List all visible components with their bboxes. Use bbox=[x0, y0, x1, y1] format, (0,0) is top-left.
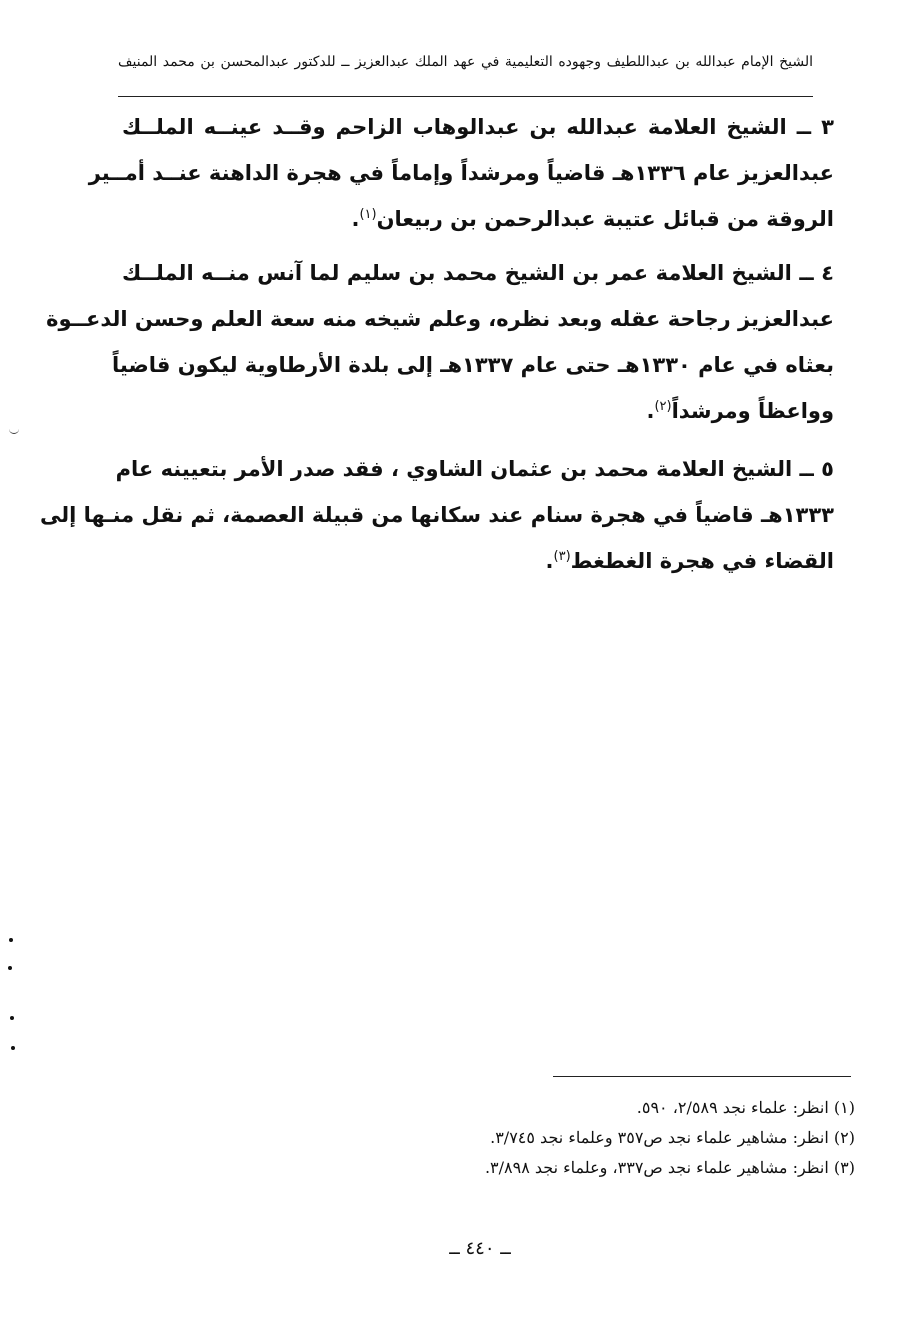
scan-artifact bbox=[8, 966, 12, 970]
paragraph-line-text: وواعظاً ومرشداً bbox=[671, 399, 834, 423]
paragraph-last-line bbox=[122, 196, 834, 242]
paragraph-line: ٥ ــ الشيخ العلامة محمد بن عثمان الشاوي ، فقد صدر الأمر بتعيينه عام bbox=[115, 457, 834, 481]
paragraph-line: ٣ ــ الشيخ العلامة عبدالله بن عبدالوهاب الزاحم وقــد عينــه الملــك bbox=[122, 115, 834, 139]
scan-artifact bbox=[9, 425, 19, 434]
page-number: ــ ٤٤٠ ــ bbox=[449, 1238, 511, 1259]
paragraph-3 bbox=[88, 104, 834, 242]
paragraph-last-line bbox=[122, 388, 834, 434]
paragraph-line-text: الروقة من قبائل عتيبة عبدالرحمن بن ربيعان bbox=[376, 207, 834, 231]
scan-artifact bbox=[10, 1016, 14, 1020]
paragraph-4 bbox=[46, 250, 834, 434]
footnote-3: (٣) انظر: مشاهير علماء نجد ص٣٣٧، وعلماء نجد ٣/٨٩٨. bbox=[484, 1158, 855, 1177]
body-text bbox=[40, 104, 834, 584]
paragraph-line: عبدالعزيز عام ١٣٣٦هـ قاضياً ومرشداً وإماماً في هجرة الداهنة عنــد أمــير bbox=[88, 161, 834, 185]
sentence-end: . bbox=[646, 399, 655, 423]
footnote-reference: (٢) bbox=[654, 399, 672, 414]
scan-artifact bbox=[9, 938, 13, 942]
sentence-end: . bbox=[351, 207, 360, 231]
paragraph-line: ٤ ــ الشيخ العلامة عمر بن الشيخ محمد بن سليم لما آنس منــه الملــك bbox=[122, 261, 834, 285]
header-divider bbox=[118, 96, 813, 97]
paragraph-line: بعثاه في عام ١٣٣٠هـ حتى عام ١٣٣٧هـ إلى بلدة الأرطاوية ليكون قاضياً bbox=[112, 353, 834, 377]
footnote-1: (١) انظر: علماء نجد ٢/٥٨٩، ٥٩٠. bbox=[636, 1098, 855, 1117]
footnote-divider bbox=[553, 1076, 851, 1077]
footnote-reference: (٣) bbox=[553, 549, 571, 564]
footnotes bbox=[330, 1093, 855, 1183]
footnote-reference: (١) bbox=[359, 207, 377, 222]
paragraph-line: عبدالعزيز رجاحة عقله وبعد نظره، وعلم شيخه منه سعة العلم وحسن الدعــوة bbox=[46, 307, 834, 331]
footnote-2: (٢) انظر: مشاهير علماء نجد ص٣٥٧ وعلماء نجد ٣/٧٤٥. bbox=[490, 1128, 855, 1147]
paragraph-last-line bbox=[122, 538, 834, 584]
scan-artifact bbox=[11, 1046, 15, 1050]
running-header: الشيخ الإمام عبدالله بن عبداللطيف وجهوده التعليمية في عهد الملك عبدالعزيز ــ للدكتور عبدالمحسن بن محمد المنيف bbox=[118, 54, 813, 70]
paragraph-5 bbox=[40, 446, 834, 584]
sentence-end: . bbox=[545, 549, 554, 573]
paragraph-line-text: القضاء في هجرة الغطغط bbox=[570, 549, 834, 573]
paragraph-line: ١٣٣٣هـ قاضياً في هجرة سنام عند سكانها من قبيلة العصمة، ثم نقل منـها إلى bbox=[40, 503, 834, 527]
